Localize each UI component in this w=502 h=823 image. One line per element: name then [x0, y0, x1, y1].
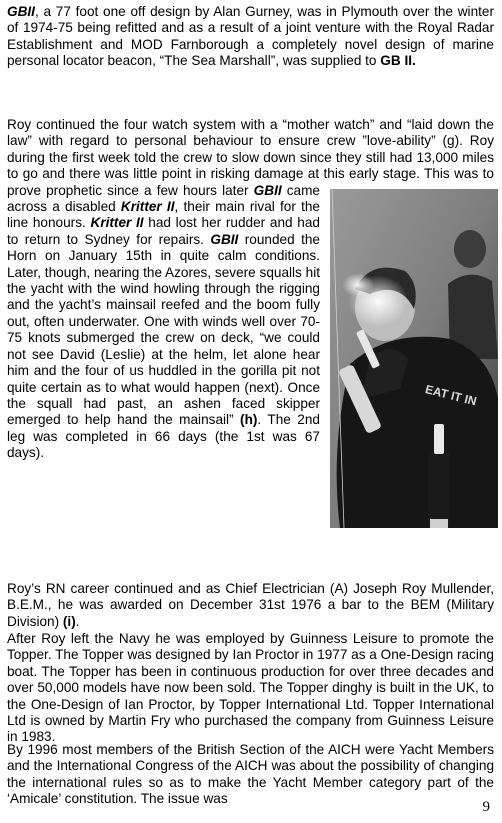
- paragraph-aich: [7, 742, 494, 808]
- paragraph-text: , their main rival for the line honours.: [7, 199, 320, 231]
- paragraph-text: rounded the Horn on January 15th in quite calm conditions. Later, though, nearing the Azores, severe squalls hit the yacht with the wind howling through the rigging and the yacht’s mainsail reefed and the boom fully out, often underwater. One with winds well over 70-75 knots submerged the crew on deck, “we could not see David (Leslie) at the helm, let alone hear him and the four of us huddled in the gorilla pit not quite certain as to what would happen (next). Once the squall had past, an ashen faced skipper emerged to help hand the mainsail”: [7, 231, 320, 428]
- paragraph-topper: [7, 631, 494, 746]
- yacht-name: GBII: [7, 4, 35, 19]
- paragraph-text: came across a disabled: [7, 182, 320, 215]
- reference-marker: (h): [240, 412, 258, 428]
- paragraph-text: had lost her rudder and had to return to Sydney for repairs.: [7, 215, 320, 247]
- paragraph-text: Roy’s RN career continued and as Chief Electrician (A) Joseph Roy Mullender, B.E.M., he was awarded on December 31st 1976 a bar to the BEM (Military Division): [7, 581, 494, 629]
- paragraph-rn-career: [7, 581, 494, 630]
- shirt-lettering: EAT IT IN: [423, 382, 479, 409]
- paragraph-text: . The 2nd leg was completed in 66 days (the 1st was 67 days).: [7, 412, 320, 461]
- yacht-name: Kritter II: [120, 199, 175, 215]
- photo-illustration: [330, 189, 498, 528]
- champagne-celebration-photo: [330, 189, 498, 528]
- paragraph-text: Roy continued the four watch system with a “mother watch” and “laid down the law” with regard to personal behaviour to ensure crew ”love-ability” (g). Roy during the first week told the crew to slow down since they still had 13,000 miles to go and there was little point in risking damage at this early stage. This was to prove prophetic since a few hours later: [7, 117, 494, 198]
- yacht-name: GBII: [210, 231, 239, 247]
- yacht-name: Kritter II: [90, 215, 144, 231]
- paragraph-gbii-refit: [7, 4, 494, 70]
- yacht-name: GB II.: [380, 53, 416, 69]
- paragraph-text: After Roy left the Navy he was employed by Guinness Leisure to promote the Topper. The Topper was designed by Ian Proctor in 1977 as a One-Design racing boat. The Topper has been in continuous production for over three decades and over 50,000 models have now been sold. The Topper dinghy is built in the UK, to the One-Design of Ian Proctor, by Topper International Ltd. Topper International Ltd is owned by Martin Fry who purchased the company from Guinness Leisure in 1983.: [7, 631, 494, 745]
- paragraph-text: By 1996 most members of the British Section of the AICH were Yacht Members and the International Congress of the AICH was about the possibility of changing the international rules so as to make the Yacht Member category part of the ‘Amicale’ constitution. The issue was: [7, 742, 494, 807]
- yacht-name: GBII: [253, 182, 282, 198]
- paragraph-text: , a 77 foot one off design by Alan Gurney, was in Plymouth over the winter of 1974-75 being refitted and as a result of a joint venture with the Royal Radar Establishment and MOD Farnborough a completely novel design of marine personal locator beacon, “The Sea Marshall”, was supplied to: [7, 4, 494, 69]
- paragraph-text: .: [75, 613, 80, 629]
- page-number: 9: [482, 799, 490, 815]
- reference-marker: (i): [62, 613, 76, 629]
